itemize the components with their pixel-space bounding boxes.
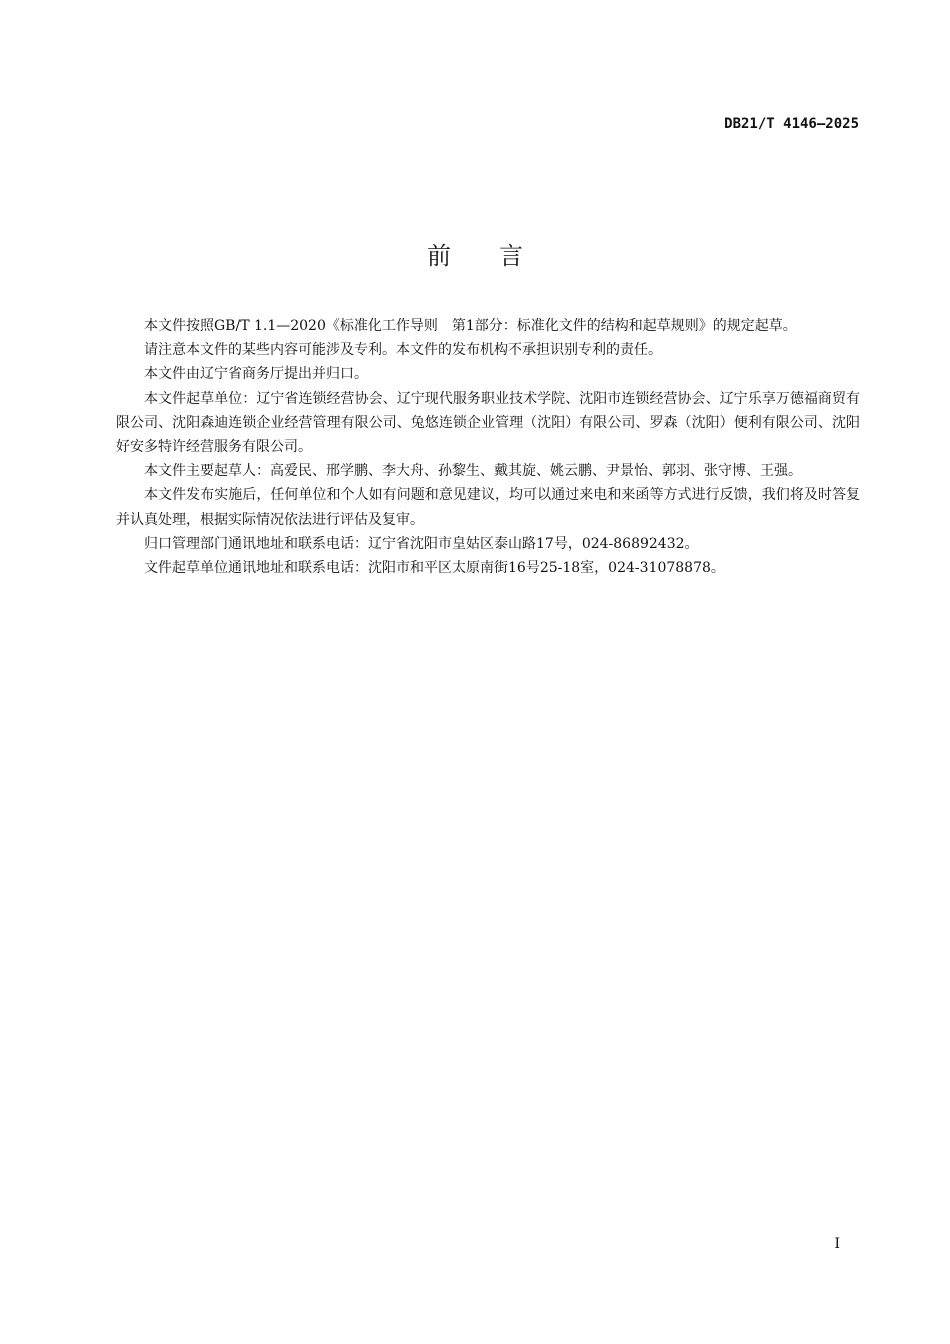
foreword-body (116, 314, 860, 580)
page-number: I (834, 1236, 840, 1252)
paragraph-drafters: 本文件主要起草人：高爱民、邢学鹏、李大舟、孙黎生、戴其旋、姚云鹏、尹景怡、郭羽、张守博、王强。 (144, 463, 802, 480)
paragraph-authority-contact: 归口管理部门通讯地址和联系电话：辽宁省沈阳市皇姑区泰山路17号，024-86892432。 (144, 535, 699, 552)
paragraph-patent-notice: 请注意本文件的某些内容可能涉及专利。本文件的发布机构不承担识别专利的责任。 (144, 342, 662, 359)
paragraph-feedback: 本文件发布实施后，任何单位和个人如有问题和意见建议，均可以通过来电和来函等方式进行反馈，我们将及时答复并认真处理，根据实际情况依法进行评估及复审。 (116, 487, 860, 528)
paragraph-proposer: 本文件由辽宁省商务厅提出并归口。 (144, 366, 368, 383)
paragraph-drafter-contact: 文件起草单位通讯地址和联系电话：沈阳市和平区太原南街16号25-18室，024-31078878。 (144, 560, 725, 577)
section-title: 前言 (427, 242, 571, 270)
paragraph-drafting-units: 本文件起草单位：辽宁省连锁经营协会、辽宁现代服务职业技术学院、沈阳市连锁经营协会、辽宁乐享万德福商贸有限公司、沈阳森迪连锁企业经营管理有限公司、兔悠连锁企业管理（沈阳）有限公司、罗森（沈阳）便利有限公司、沈阳好安多特许经营服务有限公司。 (116, 390, 860, 456)
document-code: DB21/T 4146—2025 (724, 116, 859, 132)
paragraph-drafting-rules: 本文件按照GB/T 1.1—2020《标准化工作导则 第1部分：标准化文件的结构和起草规则》的规定起草。 (144, 318, 797, 334)
